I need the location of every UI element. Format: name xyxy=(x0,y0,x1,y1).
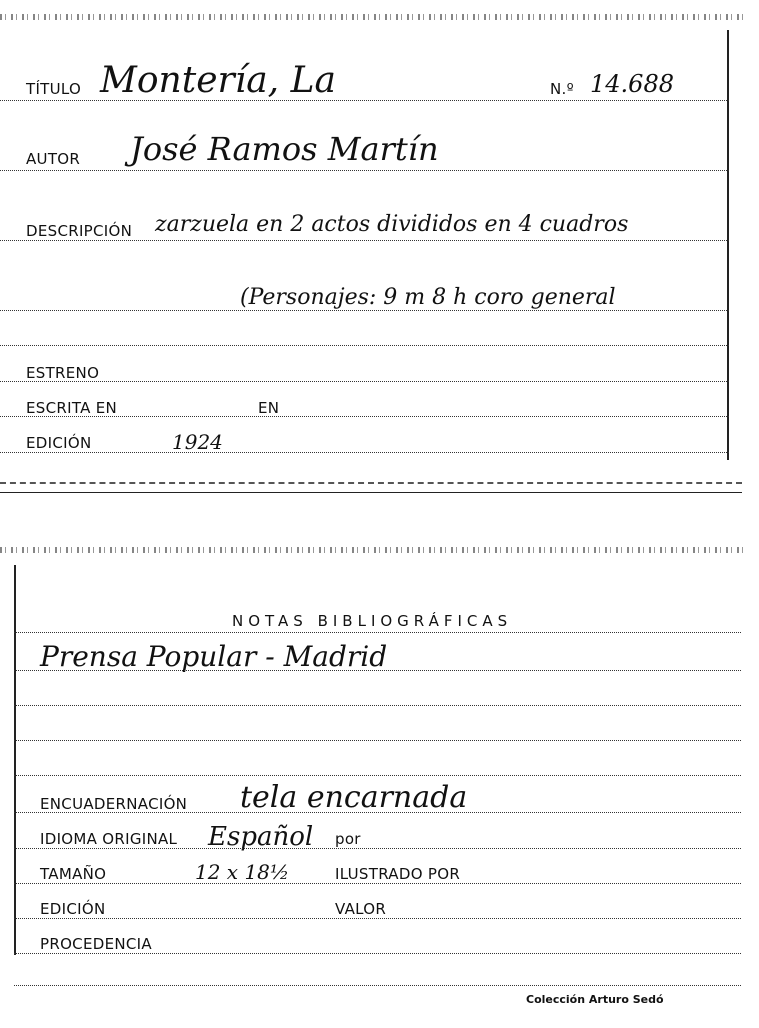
encuadernacion-value: tela encarnada xyxy=(240,780,468,815)
card-top-edge xyxy=(0,547,744,553)
numero-label: N.º xyxy=(550,80,574,98)
estreno-label: ESTRENO xyxy=(26,364,100,382)
edicion-value: 1924 xyxy=(172,430,223,454)
collection-credit: Colección Arturo Sedó xyxy=(526,993,664,1006)
autor-label: AUTOR xyxy=(26,150,81,168)
notas-value: Prensa Popular - Madrid xyxy=(40,640,388,673)
rule xyxy=(14,953,741,954)
rule xyxy=(14,812,741,813)
en-label: EN xyxy=(258,399,280,417)
rule xyxy=(14,848,741,849)
numero-value: 14.688 xyxy=(590,70,674,98)
rule xyxy=(14,670,741,671)
encuadernacion-label: ENCUADERNACIÓN xyxy=(40,795,188,813)
idioma-label: IDIOMA ORIGINAL xyxy=(40,830,178,848)
rule xyxy=(14,883,741,884)
rule xyxy=(14,775,741,776)
valor-label: VALOR xyxy=(335,900,387,918)
por-label: por xyxy=(335,830,361,848)
tamano-label: TAMAÑO xyxy=(40,865,107,883)
descripcion-label: DESCRIPCIÓN xyxy=(26,222,133,240)
titulo-label: TÍTULO xyxy=(26,80,82,98)
idioma-value: Español xyxy=(208,822,314,852)
descripcion-value-line2: (Personajes: 9 m 8 h coro general xyxy=(240,285,616,310)
card-left-border xyxy=(14,565,16,955)
escrita-en-label: ESCRITA EN xyxy=(26,399,118,417)
rule xyxy=(14,705,741,706)
rule xyxy=(14,740,741,741)
edicion-label: EDICIÓN xyxy=(26,434,92,452)
titulo-value: Montería, La xyxy=(100,60,336,101)
autor-value: José Ramos Martín xyxy=(130,130,439,168)
tamano-value: 12 x 18½ xyxy=(195,860,290,884)
rule xyxy=(14,985,741,986)
ilustrado-label: ILUSTRADO POR xyxy=(335,865,461,883)
notas-title: NOTAS BIBLIOGRÁFICAS xyxy=(232,612,513,630)
rule xyxy=(14,918,741,919)
descripcion-value: zarzuela en 2 actos divididos en 4 cuadros xyxy=(155,212,629,237)
procedencia-label: PROCEDENCIA xyxy=(40,935,152,953)
rule xyxy=(14,632,741,633)
edicion2-label: EDICIÓN xyxy=(40,900,106,918)
